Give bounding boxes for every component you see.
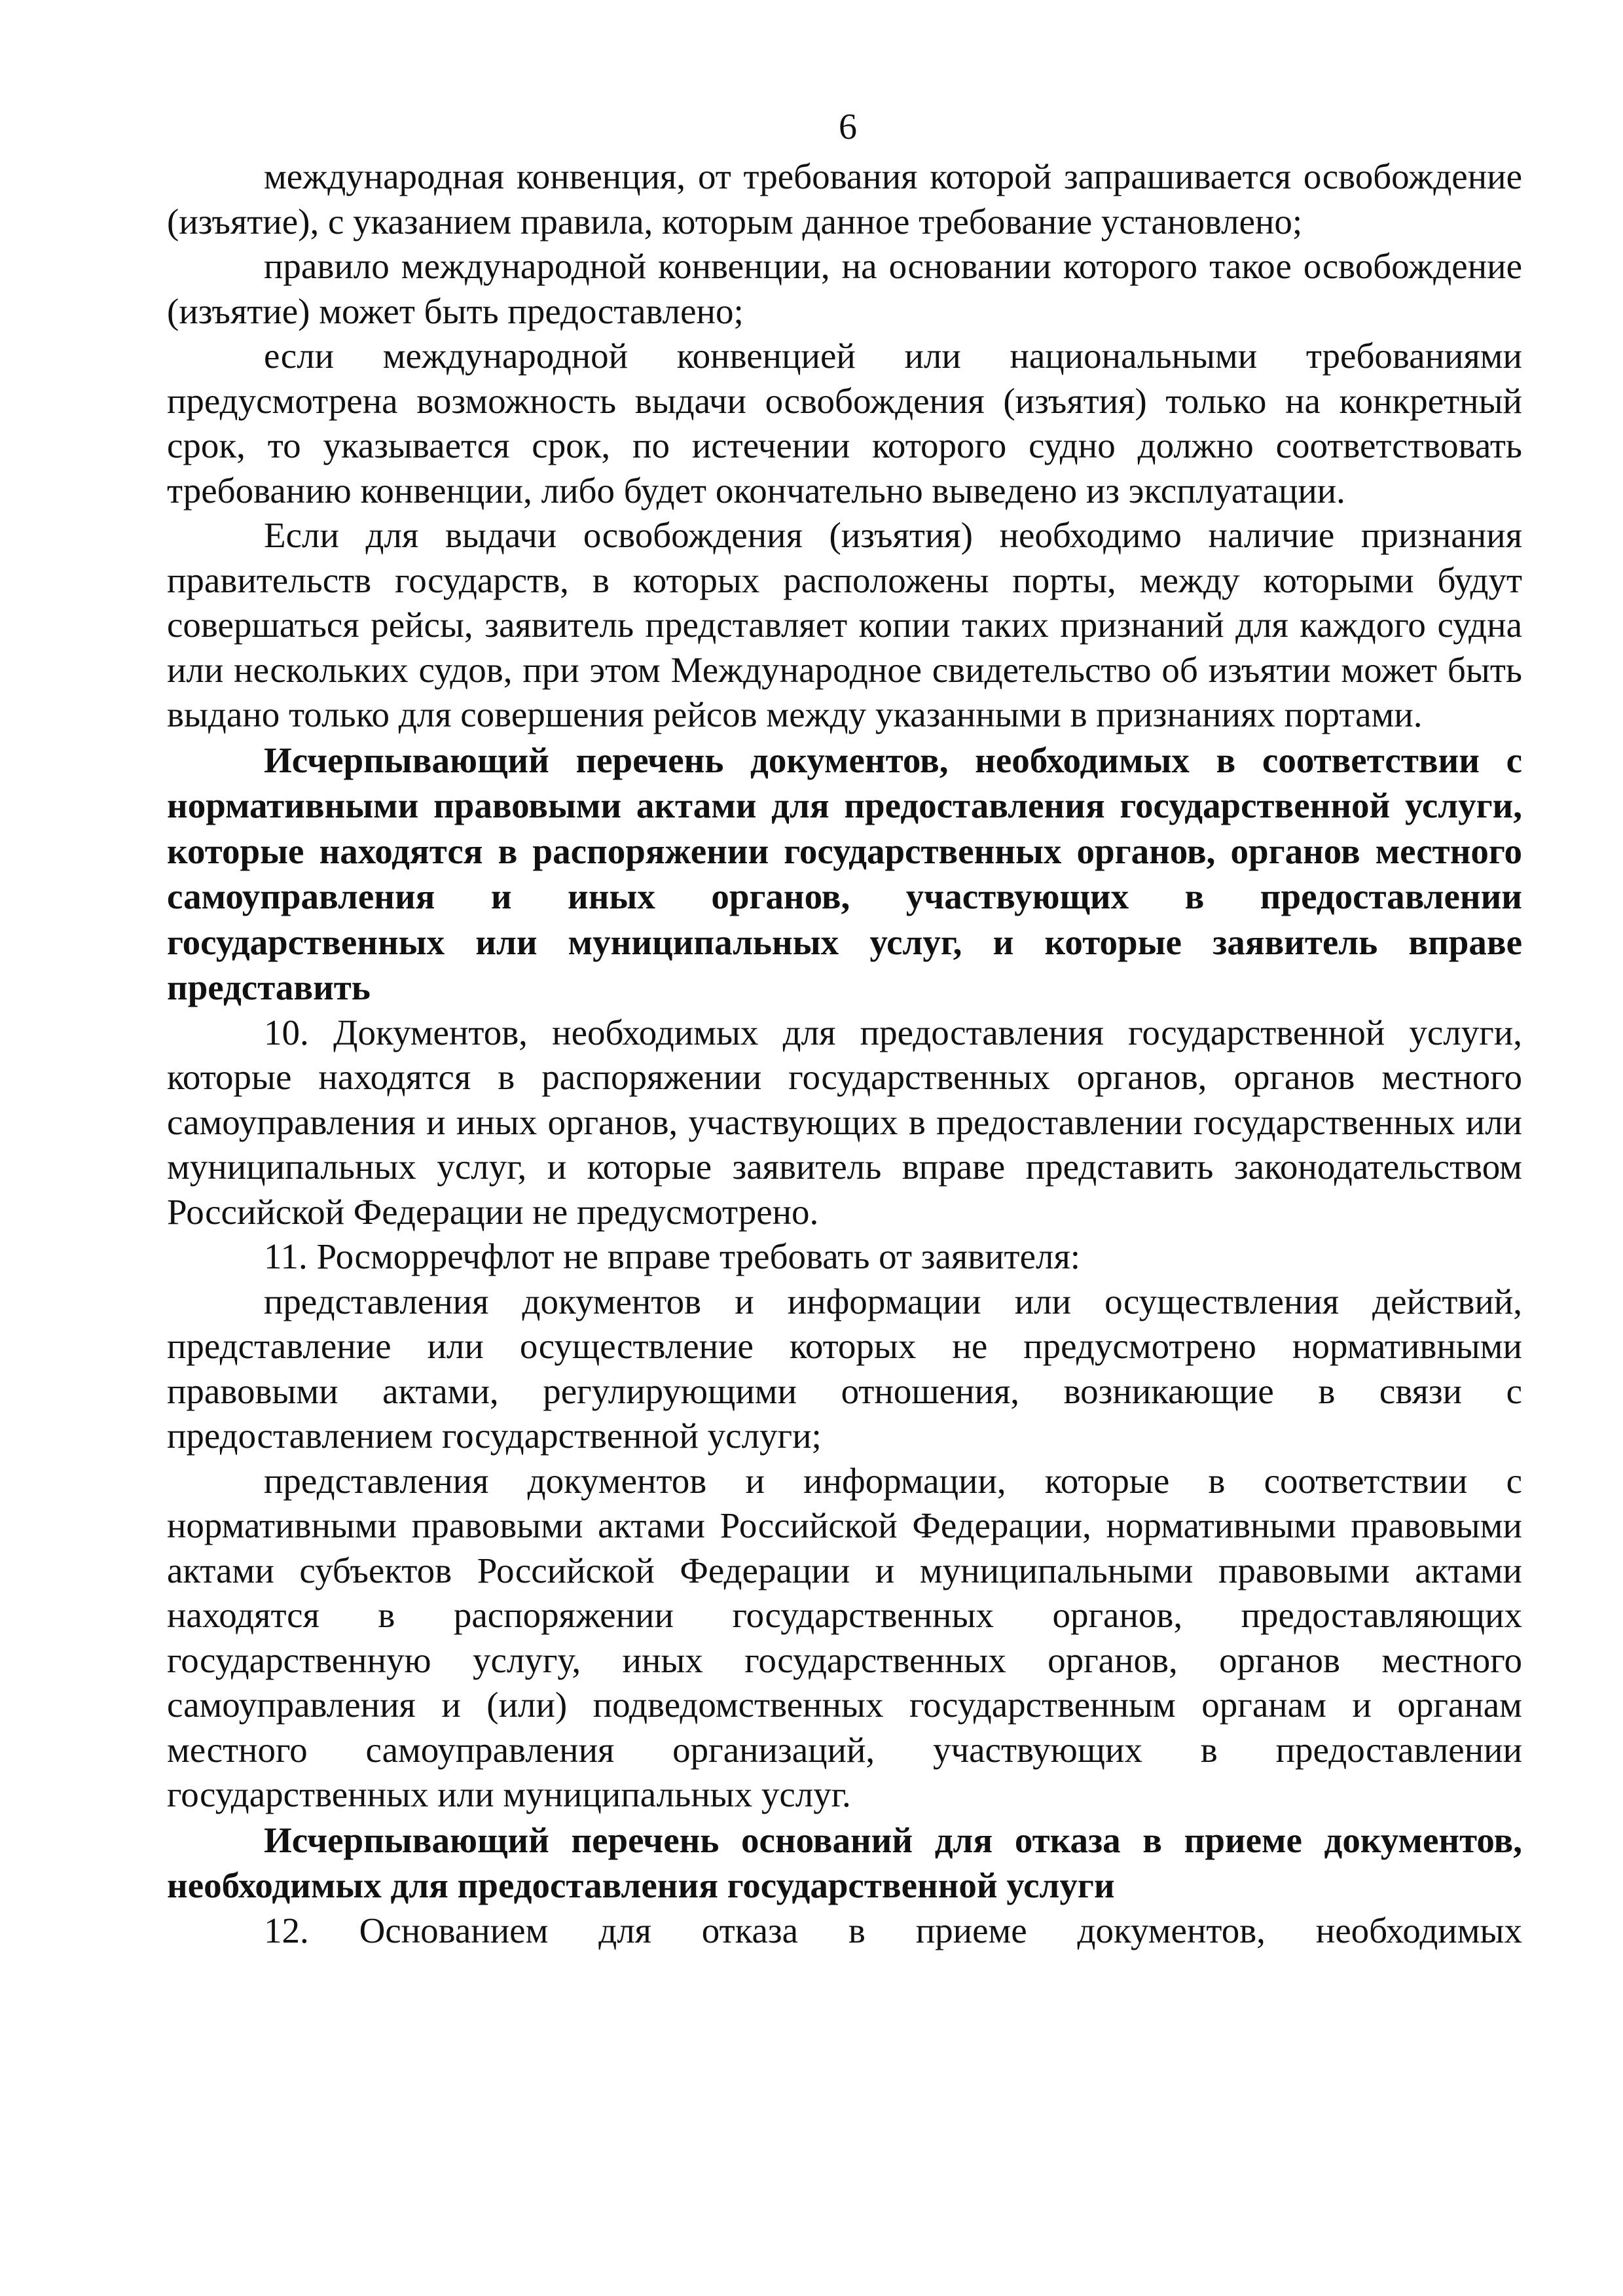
paragraph-convention-rule: правило международной конвенции, на основании которого такое освобождение (изъятие) может быть предоставлено; xyxy=(167,246,1522,331)
paragraph-convention-requirement: международная конвенция, от требования которой запрашивается освобождение (изъятие), с указанием правила, которым данное требование установлено; xyxy=(167,156,1522,242)
paragraph-item-11-clause-2: представления документов и информации, которые в соответствии с нормативными правовыми актами Российской Федерации, нормативными правовыми актами субъектов Российской Федерации и муниципальными правовыми актами находятся в распоряжении государственных органов, предоставляющих государственную услугу, иных государственных органов, органов местного самоуправления и (или) подведомственных государственным органам и органам местного самоуправления организаций, участвующих в предоставлении государственных или муниципальных услуг. xyxy=(167,1460,1522,1814)
paragraph-government-recognition: Если для выдачи освобождения (изъятия) необходимо наличие признания правительств государств, в которых расположены порты, между которыми будут совершаться рейсы, заявитель представляет копии таких признаний для каждого судна или нескольких судов, при этом Международное свидетельство об изъятии может быть выдано только для совершения рейсов между указанными в признаниях портами. xyxy=(167,515,1522,734)
paragraph-item-12: 12. Основанием для отказа в приеме документов, необходимых xyxy=(264,1910,1522,1950)
section-heading-refusal-grounds: Исчерпывающий перечень оснований для отказа в приеме документов, необходимых для предоставления государственной услуги xyxy=(167,1820,1522,1905)
paragraph-item-11: 11. Росморречфлот не вправе требовать от заявителя: xyxy=(264,1236,1081,1276)
paragraph-item-10: 10. Документов, необходимых для предоставления государственной услуги, которые находятся в распоряжении государственных органов, органов местного самоуправления и иных органов, участвующих в предоставлении государственных или муниципальных услуг, и которые заявитель вправе представить законодательством Российской Федерации не предусмотрено. xyxy=(167,1012,1522,1232)
page-number: 6 xyxy=(839,107,857,147)
document-body xyxy=(167,154,1522,1953)
paragraph-specific-term: если международной конвенцией или национальными требованиями предусмотрена возможность выдачи освобождения (изъятия) только на конкретный срок, то указывается срок, по истечении которого судно должно соответствовать требованию конвенции, либо будет окончательно выведено из эксплуатации. xyxy=(167,336,1522,511)
paragraph-item-11-clause-1: представления документов и информации или осуществления действий, представление или осуществление которых не предусмотрено нормативными правовыми актами, регулирующими отношения, возникающие в связи с предоставлением государственной услуги; xyxy=(167,1281,1522,1456)
section-heading-documents-list: Исчерпывающий перечень документов, необходимых в соответствии с нормативными правовыми актами для предоставления государственной услуги, которые находятся в распоряжении государственных органов, органов местного самоуправления и иных органов, участвующих в предоставлении государственных или муниципальных услуг, и которые заявитель вправе представить xyxy=(167,740,1522,1007)
